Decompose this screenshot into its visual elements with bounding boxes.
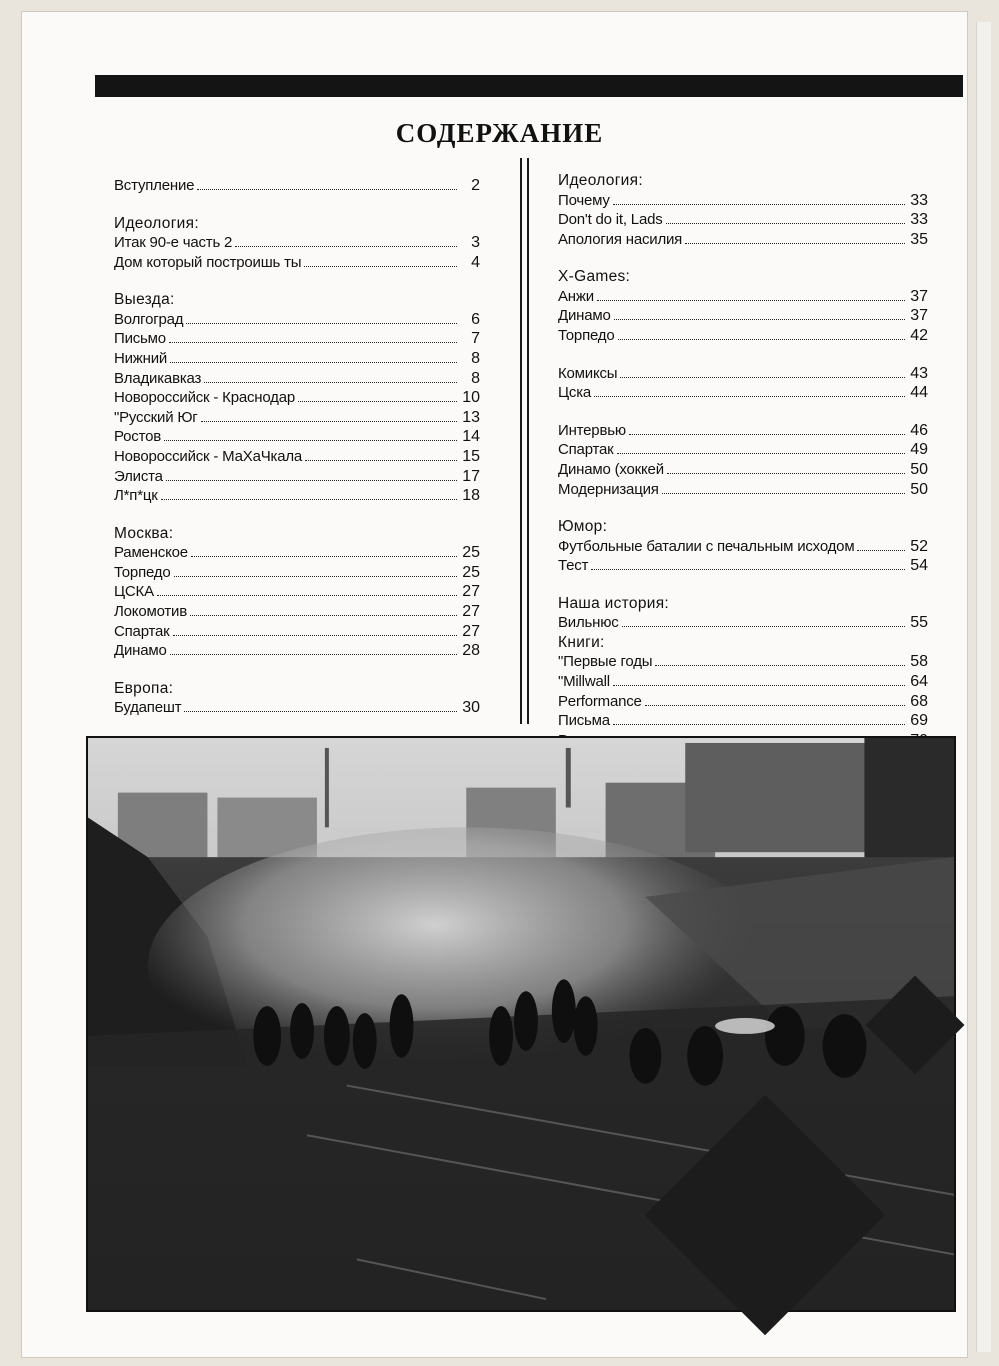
entry-title: ЦСКА (114, 583, 154, 601)
toc-entry[interactable] (114, 408, 480, 428)
dot-leader (655, 665, 905, 666)
section-heading: Идеология: (558, 172, 643, 189)
toc-entry[interactable] (558, 191, 928, 211)
entry-title: Динамо (114, 642, 167, 660)
toc-entry[interactable] (558, 460, 928, 480)
entry-page-number: 10 (462, 389, 480, 407)
entry-title: Волгоград (114, 310, 184, 328)
entry-title: Л*п*цк (114, 487, 158, 505)
toc-entry[interactable] (114, 543, 480, 563)
toc-entry[interactable] (114, 467, 480, 487)
entry-title: Почему (558, 191, 610, 209)
entry-page-number: 50 (910, 460, 928, 478)
entry-title: Вступление (114, 177, 195, 194)
dot-leader (662, 493, 905, 494)
entry-page-number: 27 (462, 622, 480, 640)
dot-leader (191, 556, 457, 557)
entry-title: Новороссийск - Краснодар (114, 389, 296, 407)
toc-entry[interactable] (558, 326, 928, 346)
dot-leader (613, 724, 905, 725)
dot-leader (197, 189, 457, 190)
dot-leader (591, 569, 905, 570)
entry-title: Динамо (хоккей (558, 460, 664, 478)
toc-left-column (114, 176, 480, 736)
toc-entry[interactable] (558, 692, 928, 712)
entry-title: "Русский Юг (114, 408, 198, 426)
toc-entry[interactable] (114, 582, 480, 602)
entry-page-number: 6 (471, 310, 480, 328)
entry-title: Don't do it, Lads (558, 211, 663, 229)
toc-entry[interactable] (558, 556, 928, 576)
entry-page-number: 69 (910, 712, 928, 730)
entry-title: Ростов (114, 428, 162, 446)
column-divider (520, 158, 522, 724)
toc-entry[interactable] (114, 427, 480, 447)
toc-section (114, 524, 480, 661)
toc-entry[interactable] (114, 641, 480, 661)
dot-leader (173, 635, 457, 636)
entry-page-number: 43 (910, 364, 928, 382)
entry-title: Дом который построишь ты (114, 253, 302, 271)
entry-page-number: 44 (910, 384, 928, 402)
entry-page-number: 2 (471, 177, 480, 194)
entry-title: Нижний (114, 349, 168, 367)
dot-leader (174, 576, 457, 577)
dot-leader (164, 440, 457, 441)
entry-page-number: 58 (910, 653, 928, 671)
toc-section (558, 364, 928, 403)
dot-leader (161, 499, 457, 500)
dot-leader (613, 685, 905, 686)
entry-title: Интервью (558, 421, 626, 439)
entry-page-number: 54 (910, 557, 928, 575)
dot-leader (629, 434, 905, 435)
entry-page-number: 37 (910, 287, 928, 305)
toc-section (114, 176, 480, 196)
toc-entry[interactable] (114, 349, 480, 369)
toc-entry[interactable] (558, 613, 928, 633)
dot-leader (157, 595, 457, 596)
toc-entry[interactable] (114, 176, 480, 196)
section-heading: Выезда: (114, 291, 175, 309)
entry-page-number: 18 (462, 487, 480, 505)
entry-title: Динамо (558, 307, 611, 325)
entry-title: Вильнюс (558, 614, 619, 632)
toc-section (558, 267, 928, 345)
section-heading: Книги: (558, 633, 605, 651)
entry-title: Торпедо (558, 326, 615, 344)
toc-entry[interactable] (114, 622, 480, 642)
toc-entry[interactable] (114, 253, 480, 273)
entry-title: Анжи (558, 287, 594, 305)
dot-leader (166, 480, 457, 481)
entry-page-number: 33 (910, 191, 928, 209)
dot-leader (685, 243, 905, 244)
toc-entry[interactable] (114, 388, 480, 408)
toc-section (558, 517, 928, 576)
entry-title: Новороссийск - МаХаЧкала (114, 447, 303, 465)
dot-leader (204, 382, 457, 383)
entry-title: "Первые годы (558, 653, 653, 671)
dot-leader (298, 401, 457, 402)
entry-title: Комиксы (558, 364, 618, 382)
toc-entry[interactable] (558, 711, 928, 731)
toc-entry[interactable] (558, 652, 928, 672)
toc-entry[interactable] (558, 364, 928, 384)
entry-title: Цска (558, 384, 592, 402)
entry-title: Владикавказ (114, 369, 202, 387)
dot-leader (620, 377, 905, 378)
entry-page-number: 25 (462, 544, 480, 562)
entry-page-number: 13 (462, 408, 480, 426)
toc-section (114, 290, 480, 505)
entry-title: Модернизация (558, 480, 659, 498)
dot-leader (190, 615, 457, 616)
toc-entry[interactable] (114, 310, 480, 330)
entry-page-number: 4 (471, 253, 480, 271)
entry-title: Спартак (114, 622, 170, 640)
entry-page-number: 28 (462, 642, 480, 660)
dot-leader (613, 204, 905, 205)
entry-page-number: 8 (471, 369, 480, 387)
entry-title: Письмо (114, 330, 166, 348)
toc-section (114, 679, 480, 718)
entry-page-number: 37 (910, 307, 928, 325)
dot-leader (597, 300, 905, 301)
toc-entry[interactable] (114, 447, 480, 467)
entry-title: Итак 90-е часть 2 (114, 234, 233, 252)
entry-page-number: 49 (910, 441, 928, 459)
entry-page-number: 27 (462, 583, 480, 601)
entry-title: Тест (558, 557, 589, 575)
toc-section (558, 594, 928, 633)
page-title: СОДЕРЖАНИЕ (395, 118, 604, 148)
header-bar (95, 75, 963, 97)
dot-leader (170, 362, 457, 363)
toc-entry[interactable] (114, 233, 480, 253)
entry-title: Апология насилия (558, 230, 683, 248)
entry-page-number: 46 (910, 421, 928, 439)
section-heading: Идеология: (114, 214, 199, 232)
dot-leader (184, 711, 457, 712)
dot-leader (666, 223, 905, 224)
toc-entry[interactable] (114, 486, 480, 506)
section-heading: Европа: (114, 679, 174, 697)
toc-entry[interactable] (114, 329, 480, 349)
dot-leader (618, 339, 905, 340)
entry-page-number: 27 (462, 603, 480, 620)
section-heading: Юмор: (558, 518, 608, 536)
toc-entry[interactable] (558, 287, 928, 307)
entry-page-number: 33 (910, 211, 928, 229)
toc-entry[interactable] (558, 480, 928, 500)
entry-page-number: 42 (910, 326, 928, 344)
entry-title: Performance (558, 692, 642, 710)
entry-title: "Millwall (558, 673, 610, 690)
entry-page-number: 55 (910, 614, 928, 632)
entry-page-number: 52 (910, 537, 928, 555)
entry-title: Будапешт (114, 699, 182, 717)
toc-entry[interactable] (558, 672, 928, 692)
entry-title: Футбольные баталии с печальным исходом (558, 537, 855, 555)
page-edge (976, 22, 991, 1352)
entry-page-number: 68 (910, 692, 928, 710)
toc-entry[interactable] (558, 440, 928, 460)
entry-page-number: 3 (471, 234, 480, 252)
toc-section (114, 214, 480, 273)
toc-entry[interactable] (558, 230, 928, 250)
entry-page-number: 17 (462, 467, 480, 485)
entry-page-number: 8 (471, 349, 480, 367)
toc-entry[interactable] (558, 537, 928, 557)
entry-title: Локомотив (114, 603, 188, 620)
entry-title: Спартак (558, 441, 614, 459)
toc-entry[interactable] (114, 602, 480, 622)
column-divider (527, 158, 529, 724)
toc-entry[interactable] (558, 210, 928, 230)
dot-leader (622, 626, 905, 627)
toc-entry[interactable] (558, 383, 928, 403)
dot-leader (235, 246, 457, 247)
entry-page-number: 14 (462, 428, 480, 446)
dot-leader (645, 705, 905, 706)
entry-title: Раменское (114, 544, 188, 562)
dot-leader (305, 460, 457, 461)
toc-section (558, 421, 928, 499)
dot-leader (201, 421, 457, 422)
entry-page-number: 15 (462, 447, 480, 465)
dot-leader (594, 396, 905, 397)
entry-page-number: 7 (471, 330, 480, 348)
toc-right-column (558, 171, 928, 788)
entry-page-number: 50 (910, 480, 928, 498)
entry-title: Торпедо (114, 563, 171, 581)
entry-title: Элиста (114, 467, 163, 485)
toc-entry[interactable] (114, 698, 480, 718)
toc-entry[interactable] (114, 369, 480, 389)
toc-entry[interactable] (114, 563, 480, 583)
entry-page-number: 35 (910, 230, 928, 248)
entry-title: Письма (558, 712, 610, 730)
dot-leader (169, 342, 457, 343)
dot-leader (304, 266, 457, 267)
entry-page-number: 64 (910, 673, 928, 690)
toc-entry[interactable] (558, 421, 928, 441)
dot-leader (667, 473, 905, 474)
section-heading: X-Games: (558, 268, 631, 286)
dot-leader (170, 654, 457, 655)
toc-entry[interactable] (558, 306, 928, 326)
dot-leader (857, 550, 905, 551)
section-heading: Москва: (114, 524, 174, 542)
entry-page-number: 25 (462, 563, 480, 581)
toc-section (558, 171, 928, 249)
dot-leader (617, 453, 905, 454)
entry-page-number: 30 (462, 699, 480, 717)
section-heading: Наша история: (558, 594, 670, 612)
dot-leader (186, 323, 457, 324)
dot-leader (614, 319, 905, 320)
